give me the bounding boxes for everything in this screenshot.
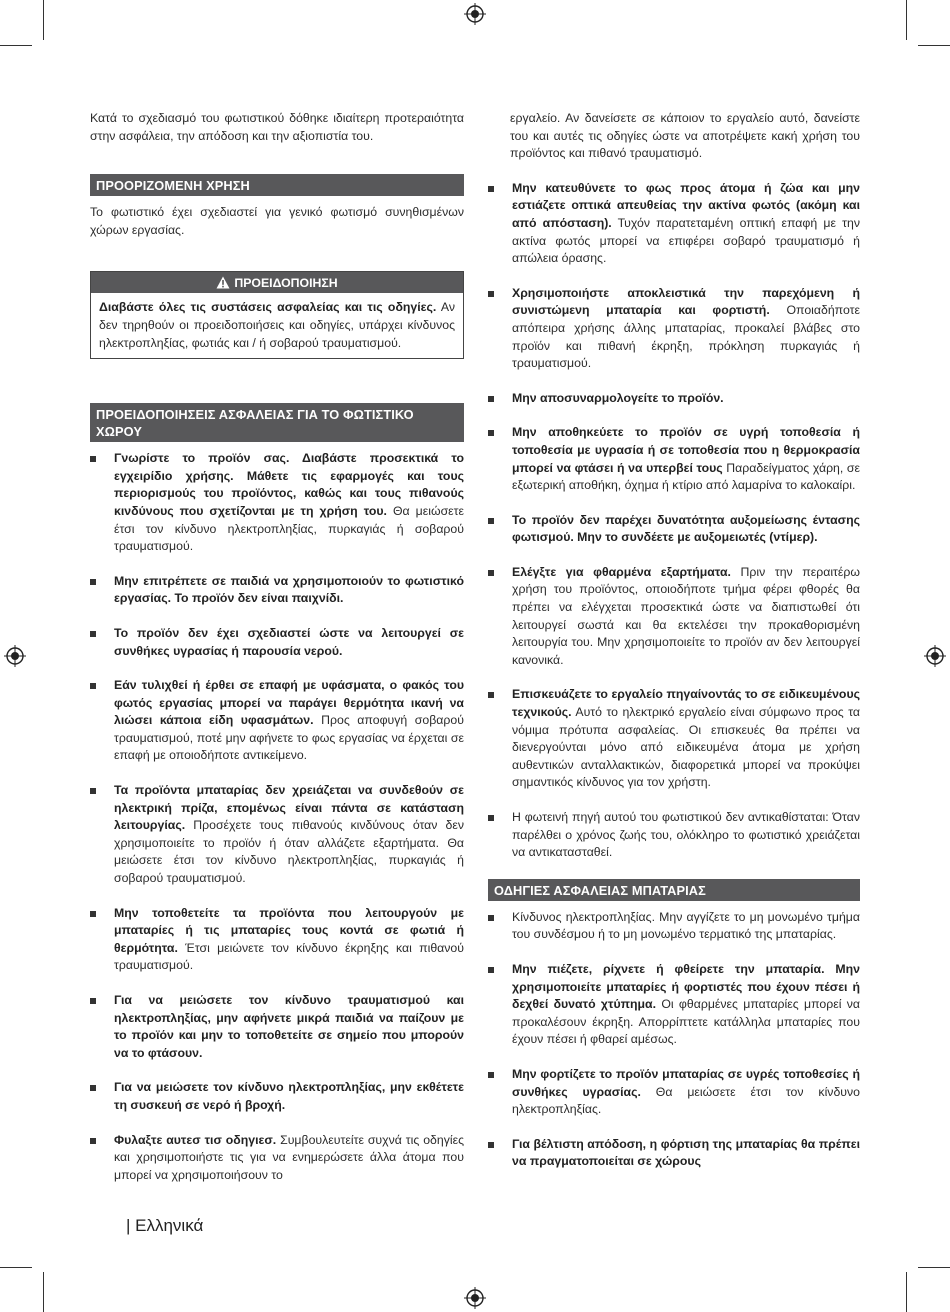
right-list: [488, 180, 860, 862]
list-item: [488, 180, 860, 268]
intended-use-text: Το φωτιστικό έχει σχεδιαστεί για γενικό φωτισμό συνηθισμένων χώρων εργασίας.: [90, 205, 464, 237]
warning-text: Αν δεν τηρηθούν οι προειδοποιήσεις και οδηγίες, υπάρχει κίνδυνος ηλεκτροπληξίας, φωτιάς και / ή σοβαρού τραυματισμού.: [99, 300, 455, 350]
item-bold: Τα προϊόντα μπαταρίας δεν χρειάζεται να συνδεθούν σε ηλεκτρική πρίζα, επομένως είναι πάντα σε κατάσταση λειτουργίας.: [114, 783, 464, 833]
list-item: [488, 909, 860, 944]
page-footer-language: | Ελληνικά: [126, 1216, 204, 1235]
list-item: [90, 992, 464, 1062]
item-bold: Μην αποσυναρμολογείτε το προϊόν.: [512, 390, 724, 405]
list-item: [488, 424, 860, 494]
list-item: [90, 1132, 464, 1185]
item-text: Θα μειώσετε έτσι τον κίνδυνο ηλεκτροπληξίας.: [512, 1084, 861, 1117]
list-item: [488, 390, 860, 408]
list-item: [488, 564, 860, 670]
list-item: [90, 905, 464, 975]
registration-mark-icon: [4, 645, 26, 667]
item-text: Πριν την περαιτέρω χρήση του προϊόντος, οποιοδήποτε τμήμα φέρει φθορές θα πρέπει να ελέγχεται προσεκτικά ώστε να διαπιστωθεί ότι λειτουργεί σωστά και θα εκτελέσει την προκαθορισμένη λειτουργία του. Μην χρησιμοποιείτε το προϊόν αν δεν λειτουργεί κανονικά.: [512, 564, 860, 667]
list-item: [488, 512, 860, 547]
crop-mark: [0, 1267, 32, 1268]
item-text: Προσέχετε τους πιθανούς κινδύνους όταν δεν χρησιμοποιείτε το προϊόν ή όταν αλλάζετε εξαρτήματα. Θα μειώσετε έτσι τον κίνδυνο ηλεκτροπληξίας, πυρκαγιάς ή σοβαρού τραυματισμού.: [114, 818, 464, 886]
registration-mark-icon: [924, 645, 946, 667]
list-item: [90, 450, 464, 556]
crop-mark: [918, 45, 950, 46]
crop-mark: [906, 1272, 907, 1312]
item-bold: Χρησιμοποιήστε αποκλειστικά την παρεχόμενη ή συνιστώμενη μπαταρία και φορτιστή.: [512, 285, 860, 318]
list-item: [90, 782, 464, 888]
item-bold: Μην φορτίζετε το προϊόν μπαταρίας σε υγρές τοποθεσίες ή συνθήκες υγρασίας.: [512, 1066, 860, 1099]
warning-body: [91, 293, 463, 358]
item-text: Συμβουλευτείτε συχνά τις οδηγίες και χρησιμοποιήστε τις για να ενημερώσετε άλλα άτομα που μπορεί να χρησιμοποιήσουν το: [114, 1132, 465, 1182]
list-item: [488, 1066, 860, 1119]
item-text: Οι φθαρμένες μπαταρίες μπορεί να προκαλέσουν έκρηξη. Απορρίπτετε κατάλληλα μπαταρίες που έχουν πέσει ή φθαρεί αμέσως.: [512, 997, 860, 1047]
item-bold: Για να μειώσετε τον κίνδυνο τραυματισμού και ηλεκτροπληξίας, μην αφήνετε μικρά παιδιά να παίζουν με το προϊόν και μην το τοποθετείτε σε σημείο που μπορούν να το φτάσουν.: [114, 993, 464, 1060]
battery-heading: ΟΔΗΓΙΕΣ ΑΣΦΑΛΕΙΑΣ ΜΠΑΤΑΡΙΑΣ: [488, 879, 860, 901]
item-bold: Επισκευάζετε το εργαλείο πηγαίνοντάς το σε ειδικευμένους τεχνικούς.: [512, 687, 860, 720]
crop-mark: [43, 0, 44, 40]
item-bold: Μην αποθηκεύετε το προϊόν σε υγρή τοποθεσία ή τοποθεσία με υγρασία ή σε τοποθεσία που η θερμοκρασία μπορεί να φτάσει ή να υπερβεί τους: [512, 425, 860, 475]
list-item: [488, 961, 860, 1049]
intended-use-heading: ΠΡΟΟΡΙΖΟΜΕΝΗ ΧΡΗΣΗ: [90, 174, 464, 196]
item-text: Οποιαδήποτε απόπειρα χρήσης άλλης μπαταρίας, προκαλεί βλάβες στο προϊόν και πιθανή έκρηξη, πρόκληση πυρκαγιάς ή τραυματισμού.: [512, 303, 860, 371]
right-column: [488, 110, 860, 1188]
item-bold: Μην επιτρέπετε σε παιδιά να χρησιμοποιούν το φωτιστικό εργασίας. Το προϊόν δεν είναι παιχνίδι.: [114, 573, 464, 606]
item-bold: Το προϊόν δεν παρέχει δυνατότητα αυξομείωσης έντασης φωτισμού. Μην το συνδέετε με αυξομειωτές (ντίμερ).: [512, 512, 860, 545]
item-bold: Γνωρίστε το προϊόν σας. Διαβάστε προσεκτικά το εγχειρίδιο χρήσης. Μάθετε τις εφαρμογές και τους περιορισμούς του προϊόντος, καθώς και τους πιθανούς κινδύνους που σχετίζονται με τη χρήση του.: [114, 451, 464, 518]
item-bold: Για βέλτιστη απόδοση, η φόρτιση της μπαταρίας θα πρέπει να πραγματοποιείται σε χώρους: [512, 1136, 860, 1169]
item-text: Η φωτεινή πηγή αυτού του φωτιστικού δεν αντικαθίσταται: Όταν παρέλθει ο χρόνος ζωής του, ολόκληρο το φωτιστικό χρειάζεται να αντικατασταθεί.: [512, 810, 860, 860]
item-text: Θα μειώσετε έτσι τον κίνδυνο ηλεκτροπληξίας, πυρκαγιάς ή σοβαρού τραυματισμού.: [114, 503, 464, 554]
crop-mark: [906, 0, 907, 40]
warning-triangle-icon: [216, 276, 230, 289]
item-text: Αυτό το ηλεκτρικό εργαλείο είναι σύμφωνο προς τα νόμιμα πρότυπα ασφαλείας. Οι επισκευές θα πρέπει να διενεργούνται μόνο από ειδικευμένα άτομα με χρήση αυθεντικών ανταλλακτικών, διαφορετικά μπορεί να προκύψει σημαντικός κίνδυνος για τον χρήστη.: [512, 705, 860, 790]
item-text: Έτσι μειώνετε τον κίνδυνο έκρηξης και πιθανού τραυματισμού.: [114, 940, 464, 973]
item-bold: Μην τοποθετείτε τα προϊόντα που λειτουργούν με μπαταρίες ή τις μπαταρίες τους κοντά σε φωτιά ή θερμότητα.: [114, 905, 464, 955]
work-area-heading: ΠΡΟΕΙΔΟΠΟΙΗΣΕΙΣ ΑΣΦΑΛΕΙΑΣ ΓΙΑ ΤΟ ΦΩΤΙΣΤΙΚΟ ΧΩΡΟΥ: [90, 403, 464, 442]
item-bold: Μην κατευθύνετε το φως προς άτομα ή ζώα και μην εστιάζετε οπτικά απευθείας την ακτίνα φωτός (ακόμη και από απόσταση).: [512, 180, 860, 230]
crop-mark: [43, 1272, 44, 1312]
work-area-list: [90, 450, 464, 1184]
item-bold: Φυλαξτε αυτεσ τισ οδηγιεσ.: [114, 1132, 277, 1147]
continuation-paragraph: εργαλείο. Αν δανείσετε σε κάποιον το εργαλείο αυτό, δανείστε του και αυτές τις οδηγίες ώστε να αποτρέψετε κακή χρήση του προϊόντος και πιθανό τραυματισμό.: [510, 111, 860, 161]
item-text: Παραδείγματος χάρη, σε εξωτερική αποθήκη, όχημα ή κτίριο από λαμαρίνα το καλοκαίρι.: [512, 460, 860, 493]
left-column: [90, 110, 464, 1201]
item-text: Προς αποφυγή σοβαρού τραυματισμού, ποτέ μην αφήνετε το φως εργασίας να έρχεται σε επαφή με οποιοδήποτε αντικείμενο.: [114, 713, 464, 763]
list-item: [488, 686, 860, 792]
list-item: [90, 573, 464, 608]
list-item: [488, 285, 860, 373]
warning-header: [91, 272, 463, 293]
list-item: [90, 625, 464, 660]
battery-list: [488, 909, 860, 1171]
warning-heading: ΠΡΟΕΙΔΟΠΟΙΗΣΗ: [234, 276, 338, 291]
item-bold: Το προϊόν δεν έχει σχεδιαστεί ώστε να λειτουργεί σε συνθήκες υγρασίας ή παρουσία νερού.: [114, 625, 464, 658]
warning-bold-text: Διαβάστε όλες τις συστάσεις ασφαλείας και τις οδηγίες.: [99, 300, 437, 315]
crop-mark: [918, 1267, 950, 1268]
item-bold: Ελέγξτε για φθαρμένα εξαρτήματα.: [512, 564, 731, 579]
item-bold: Εάν τυλιχθεί ή έρθει σε επαφή με υφάσματα, ο φακός του φωτός εργασίας μπορεί να παράγει θερμότητα ικανή να λιώσει κάποια είδη υφασμάτων.: [114, 678, 464, 728]
list-item: [488, 809, 860, 862]
list-item: [90, 677, 464, 765]
list-item: [90, 1079, 464, 1114]
crop-mark: [0, 45, 32, 46]
list-item: [488, 1136, 860, 1171]
item-text: Τυχόν παρατεταμένη οπτική επαφή με την ακτίνα φωτός μπορεί να επιφέρει σοβαρό τραυματισμό ή απώλεια όρασης.: [512, 215, 860, 266]
item-bold: Για να μειώσετε τον κίνδυνο ηλεκτροπληξίας, μην εκθέτετε τη συσκευή σε νερό ή βροχή.: [114, 1080, 464, 1112]
warning-box: [90, 271, 464, 359]
item-text: Κίνδυνος ηλεκτροπληξίας. Μην αγγίζετε το μη μονωμένο τμήμα του συνδέσμου ή το μη μονωμένο τερματικό της μπαταρίας.: [512, 909, 860, 942]
item-bold: Μην πιέζετε, ρίχνετε ή φθείρετε την μπαταρία. Μην χρησιμοποιείτε μπαταρίες ή φορτιστές που έχουν πέσει ή δεχθεί δυνατό χτύπημα.: [512, 961, 860, 1012]
registration-mark-icon: [464, 1287, 486, 1309]
registration-mark-icon: [464, 3, 486, 25]
intro-paragraph: Κατά το σχεδιασμό του φωτιστικού δόθηκε ιδιαίτερη προτεραιότητα στην ασφάλεια, την απόδοση και την αξιοπιστία του.: [90, 111, 464, 143]
